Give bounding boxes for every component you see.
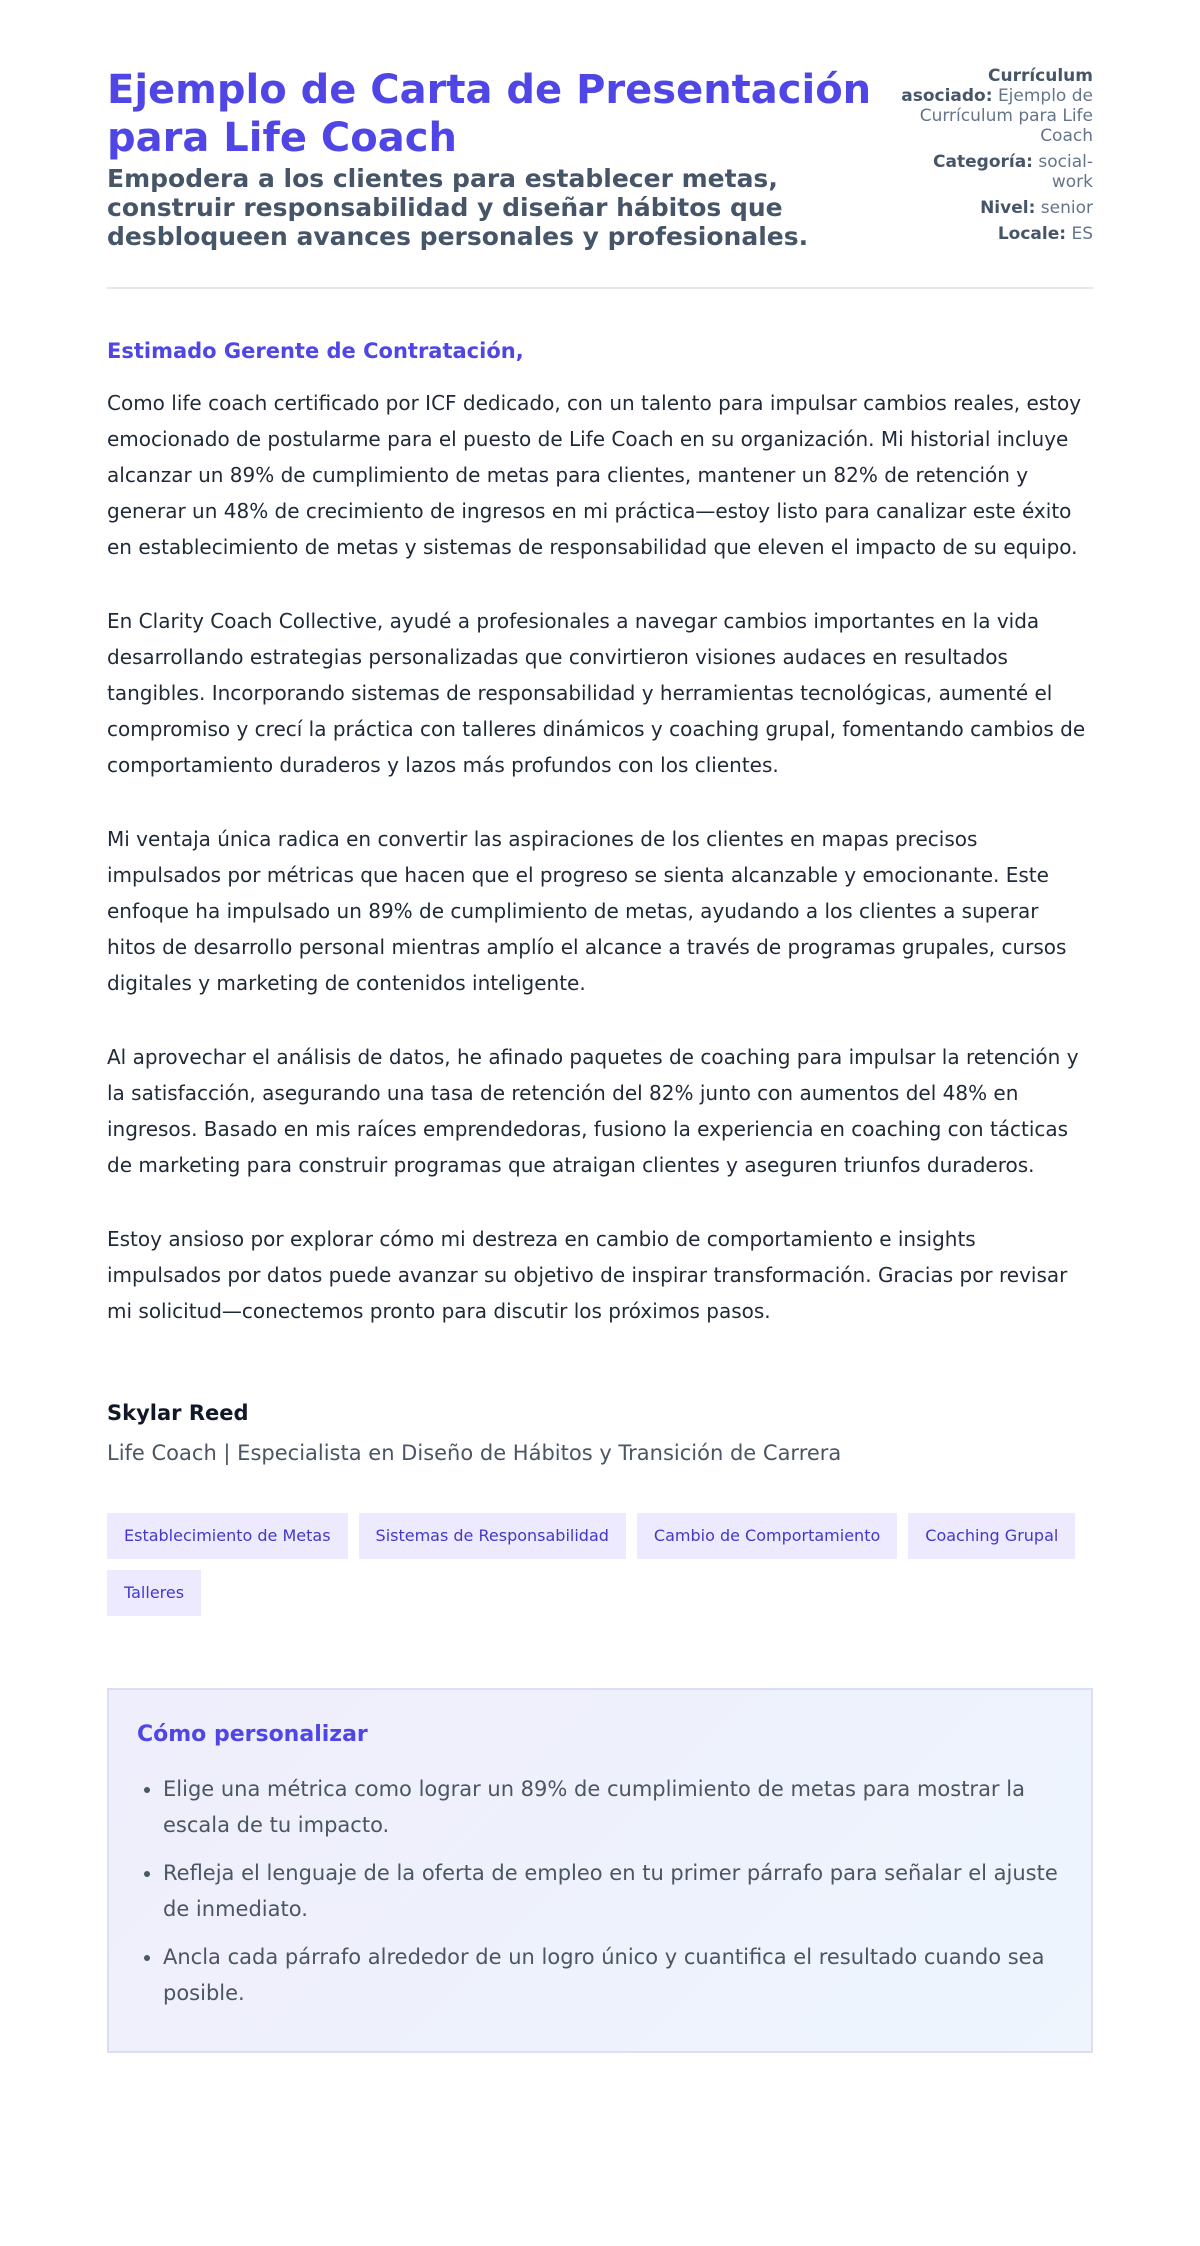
skill-tags [107, 1513, 1093, 1616]
meta-resume [893, 66, 1093, 146]
skill-tag: Establecimiento de Metas [107, 1513, 348, 1559]
divider [107, 287, 1093, 289]
paragraph: Mi ventaja única radica en convertir las aspiraciones de los clientes en mapas precisos impulsados por métricas que hacen que el progreso se sienta alcanzable y emocionante. Este enfoque ha impulsado un 89% de cumplimiento de metas, ayudando a los clientes a superar hitos de desarrollo personal mientras amplío el alcance a través de programas grupales, cursos digitales y marketing de contenidos inteligente. [107, 827, 1067, 995]
meta-panel [893, 66, 1093, 250]
title-block [107, 66, 877, 251]
meta-level [893, 198, 1093, 218]
meta-value: social-work [1038, 152, 1093, 192]
meta-value: senior [1040, 198, 1093, 218]
skill-tag: Sistemas de Responsabilidad [359, 1513, 626, 1559]
tip-item: • Ancla cada párrafo alrededor de un logro único y cuantifica el resultado cuando sea posible. [163, 1939, 1063, 2011]
cover-letter-page [107, 66, 1093, 2053]
page-title: Ejemplo de Carta de Presentación para Life Coach [107, 67, 872, 161]
page-subtitle: Empodera a los clientes para establecer metas, construir responsabilidad y diseñar hábitos que desbloqueen avances personales y profesionales. [107, 164, 809, 251]
letter-body [107, 385, 1093, 1329]
tips-title: Cómo personalizar [137, 1722, 368, 1747]
signature-role: Life Coach | Especialista en Diseño de Hábitos y Transición de Carrera [107, 1441, 842, 1465]
paragraph: Como life coach certificado por ICF dedicado, con un talento para impulsar cambios reales, estoy emocionado de postularme para el puesto de Life Coach en su organización. Mi historial incluye alcanzar un 89% de cumplimiento de metas para clientes, mantener un 82% de retención y generar un 48% de crecimiento de ingresos en mi práctica—estoy listo para canalizar este éxito en establecimiento de metas y sistemas de responsabilidad que eleven el impacto de su equipo. [107, 391, 1082, 559]
signature-name: Skylar Reed [107, 1401, 249, 1425]
customization-tips-box [107, 1688, 1093, 2053]
salutation: Estimado Gerente de Contratación, [107, 339, 524, 363]
meta-label: Locale: [997, 224, 1067, 244]
meta-value: Ejemplo de Currículum para Life Coach [919, 86, 1093, 146]
tips-list [137, 1771, 1063, 2011]
paragraph: En Clarity Coach Collective, ayudé a profesionales a navegar cambios importantes en la vida desarrollando estrategias personalizadas que convirtieron visiones audaces en resultados tangibles. Incorporando sistemas de responsabilidad y herramientas tecnológicas, aumenté el compromiso y crecí la práctica con talleres dinámicos y coaching grupal, fomentando cambios de comportamiento duraderos y lazos más profundos con los clientes. [107, 609, 1086, 777]
meta-locale [893, 224, 1093, 244]
tip-item: • Elige una métrica como lograr un 89% de cumplimiento de metas para mostrar la escala de tu impacto. [163, 1771, 1063, 1843]
paragraph: Al aprovechar el análisis de datos, he afinado paquetes de coaching para impulsar la retención y la satisfacción, asegurando una tasa de retención del 82% junto con aumentos del 48% en ingresos. Basado en mis raíces emprendedoras, fusiono la experiencia en coaching con tácticas de marketing para construir programas que atraigan clientes y aseguren triunfos duraderos. [107, 1045, 1079, 1177]
meta-value: ES [1071, 224, 1093, 244]
skill-tag: Cambio de Comportamiento [637, 1513, 897, 1559]
skill-tag: Coaching Grupal [908, 1513, 1075, 1559]
meta-label: Nivel: [980, 198, 1036, 218]
meta-label: Currículum asociado: [901, 66, 1093, 106]
paragraph: Estoy ansioso por explorar cómo mi destreza en cambio de comportamiento e insights impulsados por datos puede avanzar su objetivo de inspirar transformación. Gracias por revisar mi solicitud—conectemos pronto para discutir los próximos pasos. [107, 1227, 1068, 1323]
tip-item: • Refleja el lenguaje de la oferta de empleo en tu primer párrafo para señalar el ajuste de inmediato. [163, 1855, 1063, 1927]
meta-category [893, 152, 1093, 192]
meta-label: Categoría: [933, 152, 1033, 172]
skill-tag: Talleres [107, 1570, 201, 1616]
page-header [107, 66, 1093, 251]
